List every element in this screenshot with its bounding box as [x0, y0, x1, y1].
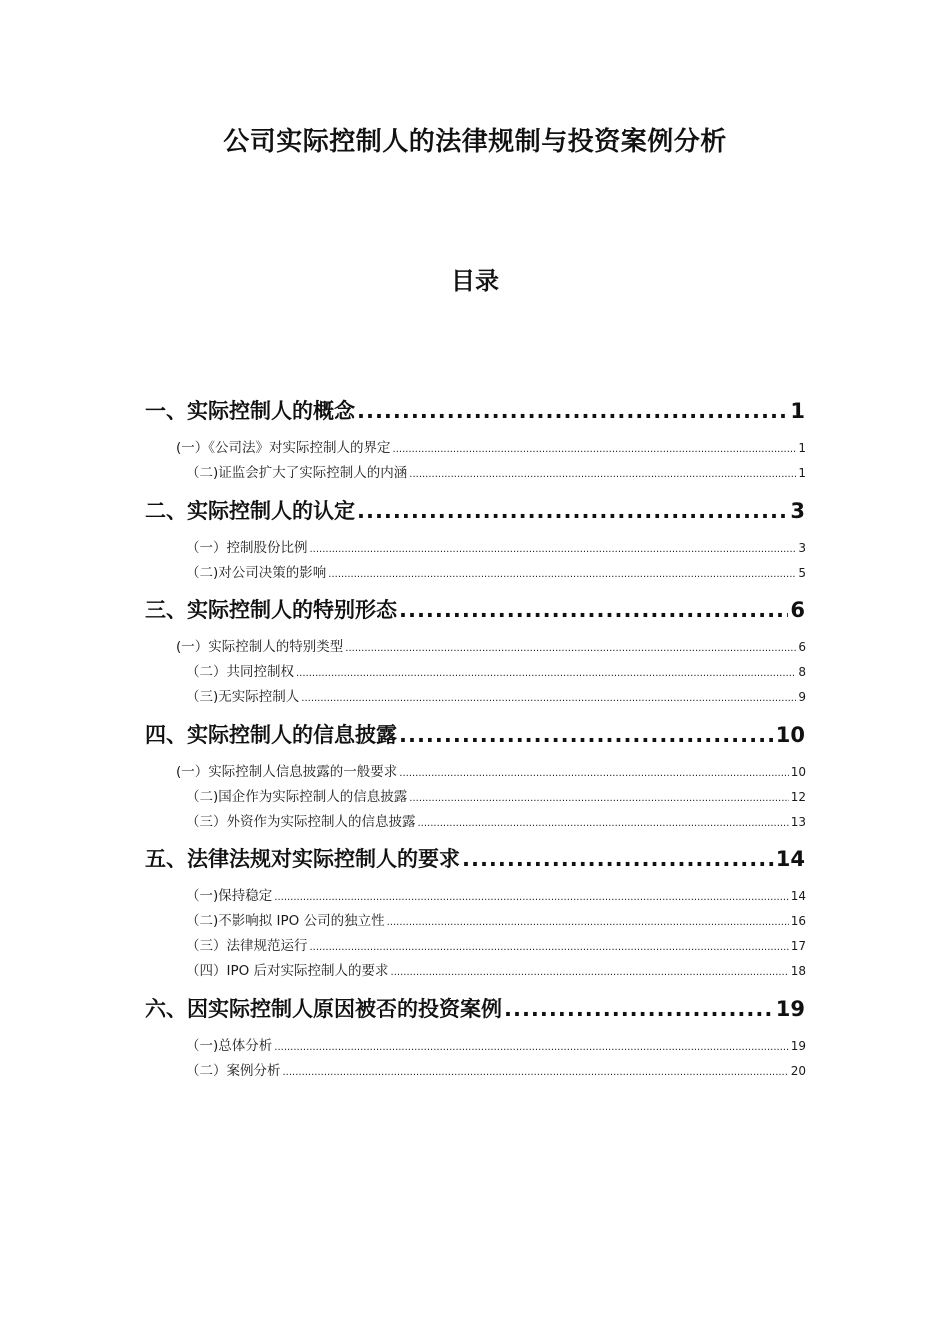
- toc-page-number: 17: [790, 939, 806, 953]
- toc-page-number: 3: [798, 541, 806, 555]
- toc-page-number: 19: [790, 1039, 806, 1053]
- toc-page-number: 6: [798, 640, 806, 654]
- toc-section-1[interactable]: [145, 396, 805, 426]
- toc-item-3-1[interactable]: [176, 636, 806, 658]
- toc-page-number: 19: [775, 997, 805, 1021]
- toc-item-label: （二)证监会扩大了实际控制人的内涵: [186, 465, 408, 481]
- toc-page-number: 12: [790, 790, 806, 804]
- toc-leader-dots: [462, 844, 774, 874]
- toc-leader-dots: [301, 688, 796, 708]
- toc-section-label: 一、实际控制人的概念: [145, 399, 355, 423]
- toc-item-4-3[interactable]: [186, 811, 806, 833]
- toc-leader-dots: [387, 912, 789, 932]
- toc-item-label: (一）《公司法》对实际控制人的界定: [176, 440, 391, 456]
- toc-section-label: 四、实际控制人的信息披露: [145, 723, 397, 747]
- toc-leader-dots: [409, 788, 788, 808]
- toc-leader-dots: [399, 763, 788, 783]
- toc-page-number: 1: [798, 466, 806, 480]
- toc-section-label: 六、因实际控制人原因被否的投资案例: [145, 997, 502, 1021]
- toc-page-number: 1: [790, 399, 805, 423]
- toc-item-2-2[interactable]: [186, 562, 806, 584]
- toc-leader-dots: [328, 564, 796, 584]
- toc-item-4-1[interactable]: [176, 761, 806, 783]
- toc-leader-dots: [274, 887, 788, 907]
- toc-item-label: （三)无实际控制人: [186, 689, 300, 705]
- toc-leader-dots: [274, 1037, 788, 1057]
- toc-leader-dots: [393, 439, 797, 459]
- toc-section-6[interactable]: [145, 994, 805, 1024]
- toc-item-label: （二)不影响拟 IPO 公司的独立性: [186, 913, 385, 929]
- toc-item-5-2[interactable]: [186, 910, 806, 932]
- toc-item-6-2[interactable]: [186, 1060, 806, 1082]
- toc-item-5-3[interactable]: [186, 935, 806, 957]
- toc-page-number: 18: [790, 964, 806, 978]
- toc-heading: 目录: [451, 267, 499, 295]
- toc-section-label: 三、实际控制人的特别形态: [145, 598, 397, 622]
- toc-page-number: 8: [798, 665, 806, 679]
- toc-item-label: （三）法律规范运行: [186, 938, 308, 954]
- toc-item-3-3[interactable]: [186, 686, 806, 708]
- toc-page-number: 13: [790, 815, 806, 829]
- toc-item-3-2[interactable]: [186, 661, 806, 683]
- toc-leader-dots: [391, 962, 789, 982]
- toc-page-number: 3: [790, 499, 805, 523]
- toc-item-5-1[interactable]: [186, 885, 806, 907]
- toc-item-label: （二）案例分析: [186, 1063, 281, 1079]
- toc-leader-dots: [345, 638, 796, 658]
- toc-leader-dots: [399, 720, 774, 750]
- toc-leader-dots: [296, 663, 796, 683]
- toc-leader-dots: [283, 1062, 789, 1082]
- toc-item-label: （一)保持稳定: [186, 888, 273, 904]
- toc-leader-dots: [418, 813, 789, 833]
- toc-page-number: 9: [798, 690, 806, 704]
- toc-item-4-2[interactable]: [186, 786, 806, 808]
- toc-section-label: 二、实际控制人的认定: [145, 499, 355, 523]
- toc-page-number: 14: [775, 847, 805, 871]
- toc-item-label: (一）实际控制人的特别类型: [176, 639, 344, 655]
- toc-item-label: （二）共同控制权: [186, 664, 294, 680]
- toc-page-number: 6: [790, 598, 805, 622]
- toc-item-label: （三）外资作为实际控制人的信息披露: [186, 814, 416, 830]
- toc-leader-dots: [310, 937, 789, 957]
- toc-section-2[interactable]: [145, 496, 805, 526]
- toc-item-label: （四）IPO 后对实际控制人的要求: [186, 963, 389, 979]
- toc-page-number: 16: [790, 914, 806, 928]
- toc-page-number: 10: [775, 723, 805, 747]
- toc-page-number: 14: [790, 889, 806, 903]
- toc-item-1-2[interactable]: [186, 462, 806, 484]
- toc-leader-dots: [399, 595, 788, 625]
- toc-item-label: （二)对公司决策的影响: [186, 565, 327, 581]
- toc-leader-dots: [357, 496, 788, 526]
- toc-item-1-1[interactable]: [176, 437, 806, 459]
- toc-section-label: 五、法律法规对实际控制人的要求: [145, 847, 460, 871]
- toc-page-number: 20: [790, 1064, 806, 1078]
- toc-section-3[interactable]: [145, 595, 805, 625]
- toc-item-label: （二)国企作为实际控制人的信息披露: [186, 789, 408, 805]
- toc-page-number: 5: [798, 566, 806, 580]
- toc-item-label: （一）控制股份比例: [186, 540, 308, 556]
- toc-item-6-1[interactable]: [186, 1035, 806, 1057]
- toc-leader-dots: [504, 994, 774, 1024]
- toc-item-2-1[interactable]: [186, 537, 806, 559]
- toc-item-label: (一）实际控制人信息披露的一般要求: [176, 764, 398, 780]
- toc-page-number: 10: [790, 765, 806, 779]
- toc-item-5-4[interactable]: [186, 960, 806, 982]
- toc-page-number: 1: [798, 441, 806, 455]
- toc-leader-dots: [310, 539, 797, 559]
- toc-leader-dots: [357, 396, 788, 426]
- toc-leader-dots: [409, 464, 796, 484]
- toc-section-4[interactable]: [145, 720, 805, 750]
- document-title: 公司实际控制人的法律规制与投资案例分析: [223, 127, 727, 157]
- toc-item-label: （一)总体分析: [186, 1038, 273, 1054]
- toc-section-5[interactable]: [145, 844, 805, 874]
